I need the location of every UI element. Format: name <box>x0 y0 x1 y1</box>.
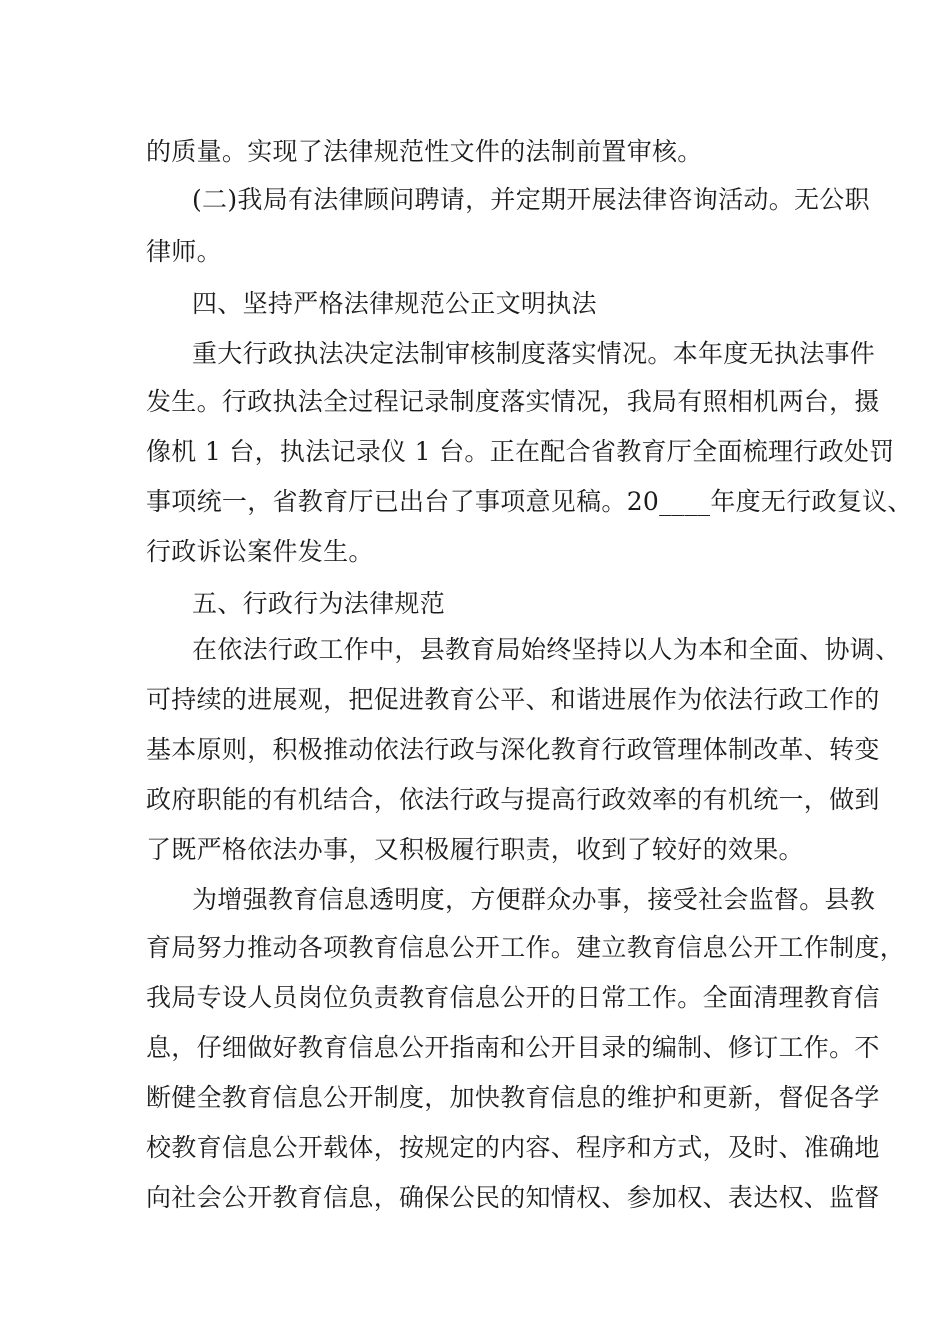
text-line: (二)我局有法律顾问聘请，并定期开展法律咨询活动。无公职 <box>192 185 870 214</box>
text-line: 可持续的进展观，把促进教育公平、和谐进展作为依法行政工作的 <box>146 685 880 714</box>
text-line: 律师。 <box>146 237 222 266</box>
text-line: 向社会公开教育信息，确保公民的知情权、参加权、表达权、监督 <box>146 1183 880 1212</box>
text-line: 行政诉讼案件发生。 <box>146 537 374 566</box>
text-line: 的质量。实现了法律规范性文件的法制前置审核。 <box>146 137 703 166</box>
text-line: 像机 1 台，执法记录仪 1 台。正在配合省教育厅全面梳理行政处罚 <box>146 437 895 466</box>
text-line: 政府职能的有机结合，依法行政与提高行政效率的有机统一，做到 <box>146 785 880 814</box>
text-line: 为增强教育信息透明度，方便群众办事，接受社会监督。县教 <box>192 885 876 914</box>
section-heading: 四、坚持严格法律规范公正文明执法 <box>192 289 597 318</box>
text-line: 育局努力推动各项教育信息公开工作。建立教育信息公开工作制度， <box>146 933 906 962</box>
text-line: 重大行政执法决定法制审核制度落实情况。本年度无执法事件 <box>192 339 876 368</box>
text-line: 息，仔细做好教育信息公开指南和公开目录的编制、修订工作。不 <box>146 1033 880 1062</box>
text-line: 基本原则，积极推动依法行政与深化教育行政管理体制改革、转变 <box>146 735 880 764</box>
text-line: 校教育信息公开载体，按规定的内容、程序和方式，及时、准确地 <box>146 1133 880 1162</box>
text-line: 在依法行政工作中，县教育局始终坚持以人为本和全面、协调、 <box>192 635 901 664</box>
section-heading: 五、行政行为法律规范 <box>192 589 446 618</box>
text-line: 发生。行政执法全过程记录制度落实情况，我局有照相机两台，摄 <box>146 387 880 416</box>
text-line: 我局专设人员岗位负责教育信息公开的日常工作。全面清理教育信 <box>146 983 880 1012</box>
text-line: 事项统一，省教育厅已出台了事项意见稿。20____年度无行政复议、 <box>146 487 913 516</box>
text-line: 断健全教育信息公开制度，加快教育信息的维护和更新，督促各学 <box>146 1083 880 1112</box>
text-line: 了既严格依法办事，又积极履行职责，收到了较好的效果。 <box>146 835 804 864</box>
